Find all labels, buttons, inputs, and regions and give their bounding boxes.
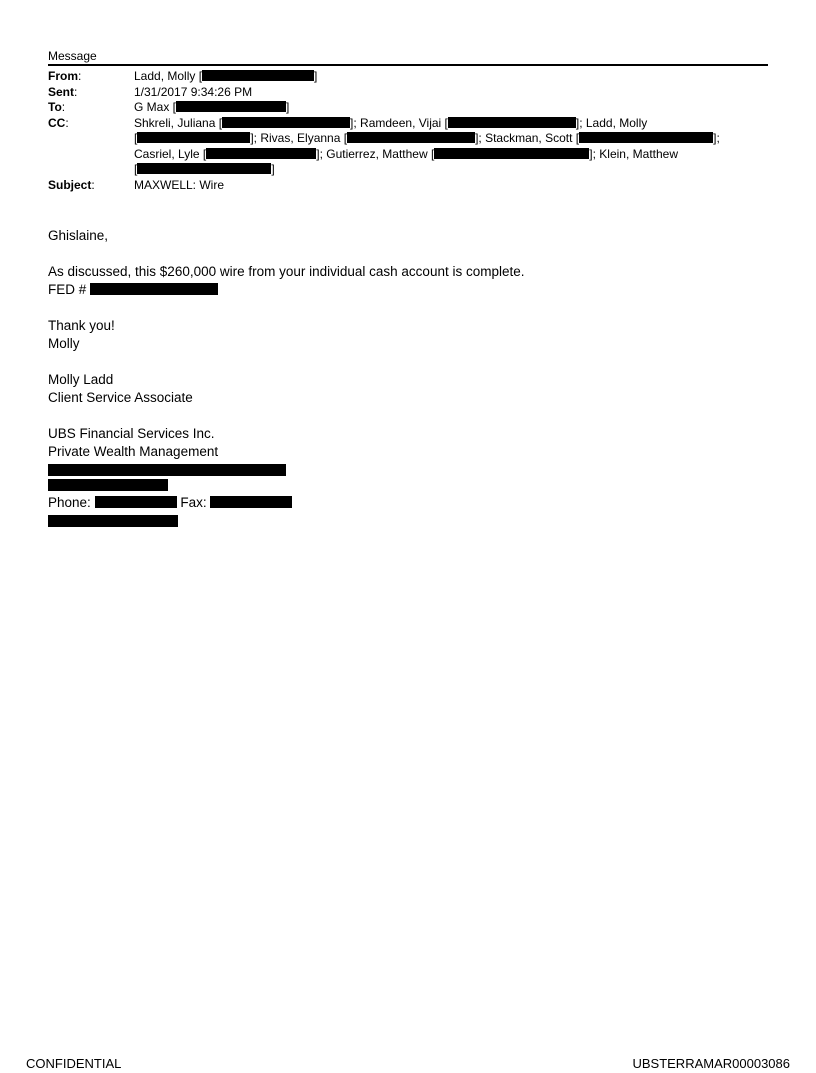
fax-label: Fax: [180, 495, 207, 510]
cc-label: CC [48, 115, 66, 130]
phone-label: Phone: [48, 495, 91, 510]
cc-line-4: [ ] [134, 162, 275, 176]
signature-name: Molly Ladd [48, 372, 114, 387]
contact-line [48, 494, 525, 512]
redaction [90, 283, 218, 295]
redaction [448, 117, 576, 128]
redaction [222, 117, 350, 128]
redaction [48, 464, 286, 476]
signature-title: Client Service Associate [48, 390, 193, 405]
footer-confidential: CONFIDENTIAL [26, 1056, 122, 1071]
fed-line [48, 281, 525, 299]
redaction [48, 479, 168, 491]
redaction [347, 132, 475, 143]
redaction [137, 132, 250, 143]
from-row: From: Ladd, Molly [ ] [48, 69, 318, 83]
company-name: UBS Financial Services Inc. [48, 426, 215, 441]
fed-label: FED # [48, 282, 87, 297]
from-label: From [48, 69, 78, 83]
subject-value: MAXWELL: Wire [134, 177, 225, 192]
division-name: Private Wealth Management [48, 444, 219, 459]
redaction [579, 132, 713, 143]
to-row: To: G Max [ ] [48, 100, 290, 114]
sent-label: Sent [48, 84, 75, 99]
message-body [48, 227, 525, 530]
redaction [434, 148, 589, 159]
signature-block [48, 425, 525, 527]
footer-bates-number: UBSTERRAMAR00003086 [632, 1056, 790, 1071]
bracket: ] [286, 100, 290, 114]
section-title: Message [48, 49, 97, 63]
sign-name: Molly [48, 336, 80, 351]
cc-line-1: Shkreli, Juliana [ ]; Ramdeen, Vijai [ ]; Ladd, Molly [134, 115, 648, 130]
header-divider [48, 64, 768, 66]
message-header [48, 69, 768, 193]
redaction [137, 163, 271, 174]
subject-row: Subject: MAXWELL: Wire [48, 178, 768, 194]
message-text: As discussed, this $260,000 wire from your individual cash account is complete. [48, 264, 525, 279]
to-label: To [48, 100, 62, 114]
to-value: G Max [ [134, 100, 177, 114]
thanks: Thank you! [48, 318, 115, 333]
sent-value: 1/31/2017 9:34:26 PM [134, 84, 253, 99]
redaction [176, 101, 286, 112]
from-value: Ladd, Molly [ [134, 69, 203, 83]
redaction [202, 70, 314, 81]
bracket: ] [314, 69, 318, 83]
sent-row: Sent: 1/31/2017 9:34:26 PM [48, 85, 768, 101]
redaction [206, 148, 316, 159]
redaction [210, 496, 292, 508]
cc-line-3: Casriel, Lyle [ ]; Gutierrez, Matthew [ ]; Klein, Matthew [134, 146, 679, 161]
greeting: Ghislaine, [48, 228, 109, 243]
cc-row: CC: Shkreli, Juliana [ ]; Ramdeen, Vijai [ ]; Ladd, Molly [ ]; Rivas, Elyanna [ ]; Stackman, Scott [ ]; Casriel, Lyle [ ]; Gutierrez, Matthew [ ]; Klein, Matthew [ ] [48, 116, 768, 178]
cc-line-2: [ ]; Rivas, Elyanna [ ]; Stackman, Scott [ ]; [134, 131, 720, 145]
redaction [48, 515, 178, 527]
redaction [95, 496, 177, 508]
subject-label: Subject [48, 177, 92, 192]
